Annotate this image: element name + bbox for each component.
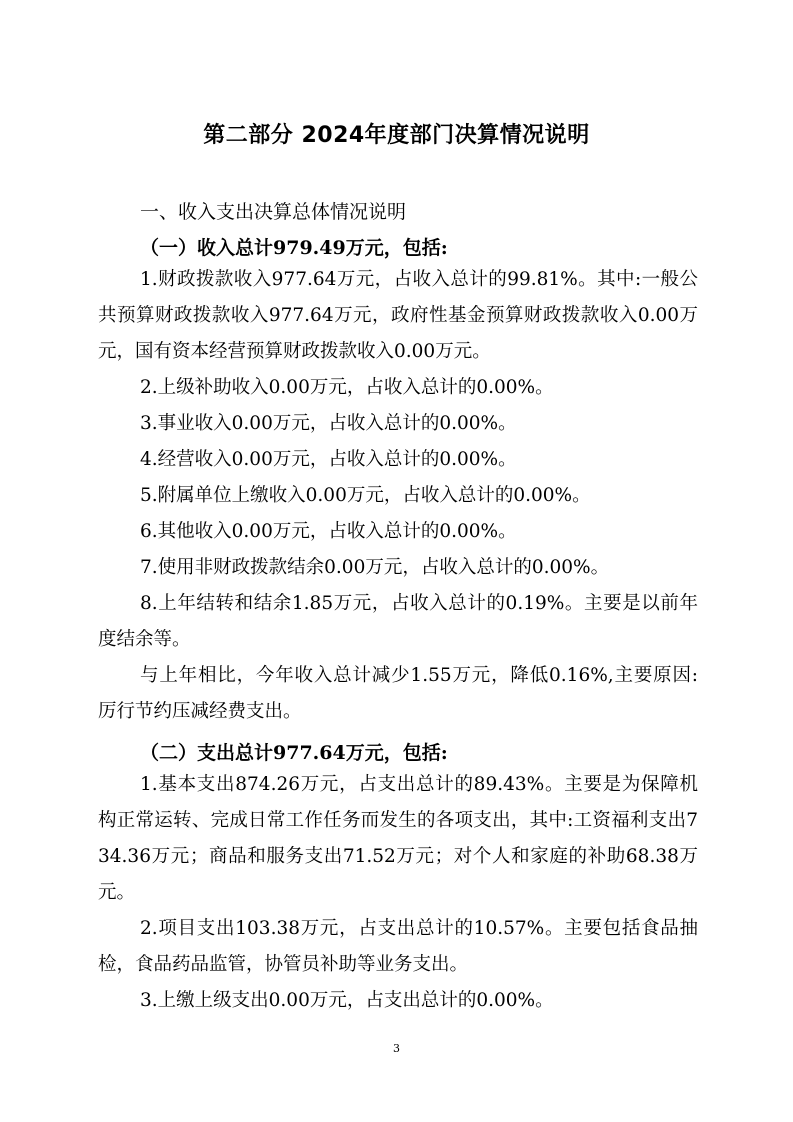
income-heading: （一）收入总计979.49万元，包括: — [140, 237, 448, 259]
income-item-6: 6.其他收入0.00万元，占收入总计的0.00%。 — [140, 521, 517, 542]
income-item-8: 8.上年结转和结余1.85万元，占收入总计的0.19%。主要是以前年度结余等。 — [98, 593, 698, 650]
expenditure-item-3: 3.上缴上级支出0.00万元，占支出总计的0.00%。 — [140, 990, 554, 1011]
income-item-7: 7.使用非财政拨款结余0.00万元，占收入总计的0.00%。 — [140, 557, 610, 578]
page-title: 第二部分 2024年度部门决算情况说明 — [203, 123, 590, 148]
expenditure-item-2: 2.项目支出103.38万元，占支出总计的10.57%。主要包括食品抽检，食品药品监管，协管员补助等业务支出。 — [98, 918, 698, 975]
income-item-2: 2.上级补助收入0.00万元，占收入总计的0.00%。 — [140, 377, 554, 398]
expenditure-heading: （二）支出总计977.64万元，包括: — [140, 742, 448, 764]
income-item-3: 3.事业收入0.00万元，占收入总计的0.00%。 — [140, 413, 517, 434]
page-number: 3 — [393, 1042, 400, 1055]
income-item-5: 5.附属单位上缴收入0.00万元，占收入总计的0.00%。 — [140, 485, 591, 506]
income-comparison: 与上年相比，今年收入总计减少1.55万元，降低0.16%,主要原因: 厉行节约压减经费支出。 — [98, 665, 698, 722]
expenditure-item-1: 1.基本支出874.26万元，占支出总计的89.43%。主要是为保障机构正常运转、完成日常工作任务而发生的各项支出，其中:工资福利支出734.36万元；商品和服务支出71.52万元；对个人和家庭的补助68.38万元。 — [98, 774, 698, 903]
section-heading: 一、收入支出决算总体情况说明 — [140, 201, 407, 223]
income-item-1: 1.财政拨款收入977.64万元，占收入总计的99.81%。其中:一般公共预算财政拨款收入977.64万元，政府性基金预算财政拨款收入0.00万元，国有资本经营预算财政拨款收入0.00万元。 — [98, 269, 698, 362]
income-item-4: 4.经营收入0.00万元，占收入总计的0.00%。 — [140, 449, 517, 470]
